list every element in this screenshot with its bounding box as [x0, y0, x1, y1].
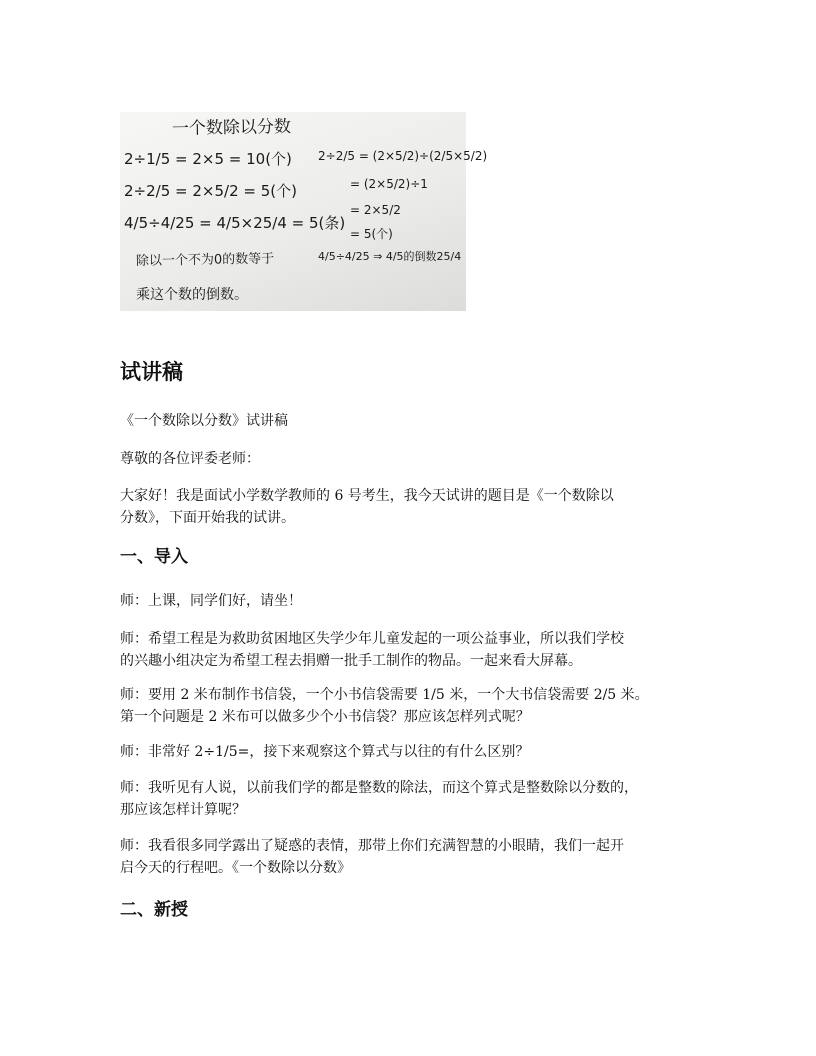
photo-line: 一个数除以分数	[171, 116, 292, 139]
photo-line: 除以一个不为0的数等于	[135, 251, 275, 269]
section-heading: 二、新授	[120, 900, 188, 920]
photo-line: 乘这个数的倒数。	[136, 287, 248, 303]
photo-line: 2÷1/5 = 2×5 = 10(个)	[124, 150, 292, 168]
paragraph: 师：上课，同学们好，请坐！	[120, 593, 302, 609]
paragraph: 大家好！我是面试小学数学教师的 6 号考生，我今天试讲的题目是《一个数除以	[120, 488, 614, 504]
photo-line: = 2×5/2	[350, 203, 401, 217]
paragraph: 启今天的行程吧。《一个数除以分数》	[120, 860, 351, 876]
photo-line: 2÷2/5 = 2×5/2 = 5(个)	[124, 182, 297, 200]
photo-line: 4/5÷4/25 ⇒ 4/5的倒数25/4	[318, 250, 462, 263]
paragraph: 《一个数除以分数》试讲稿	[120, 413, 288, 429]
paragraph: 那应该怎样计算呢？	[120, 802, 246, 818]
paragraph: 师：要用 2 米布制作书信袋，一个小书信袋需要 1/5 米，一个大书信袋需要 2/5 米。	[120, 687, 649, 703]
handwritten-notes-photo	[120, 112, 488, 311]
document-title: 试讲稿	[120, 360, 183, 384]
paragraph: 尊敬的各位评委老师：	[120, 451, 260, 467]
handwriting-drawing	[120, 112, 488, 311]
paragraph: 师：希望工程是为救助贫困地区失学少年儿童发起的一项公益事业，所以我们学校	[120, 631, 624, 647]
section-heading: 一、导入	[120, 547, 188, 567]
photo-line: = 5(个)	[350, 227, 393, 241]
photo-line: 2÷2/5 = (2×5/2)÷(2/5×5/2)	[318, 149, 488, 163]
photo-line: = (2×5/2)÷1	[350, 177, 428, 191]
paragraph: 师：我听见有人说，以前我们学的都是整数的除法，而这个算式是整数除以分数的，	[120, 780, 638, 796]
paragraph: 的兴趣小组决定为希望工程去捐赠一批手工制作的物品。一起来看大屏幕。	[120, 653, 582, 669]
paragraph: 师：我看很多同学露出了疑惑的表情，那带上你们充满智慧的小眼睛，我们一起开	[120, 838, 624, 854]
paragraph: 分数》，下面开始我的试讲。	[120, 510, 295, 526]
photo-line: 4/5÷4/25 = 4/5×25/4 = 5(条)	[124, 214, 346, 232]
paragraph: 师：非常好 2÷1/5=，接下来观察这个算式与以往的有什么区别？	[120, 744, 530, 760]
paragraph: 第一个问题是 2 米布可以做多少个小书信袋？那应该怎样列式呢？	[120, 709, 530, 725]
